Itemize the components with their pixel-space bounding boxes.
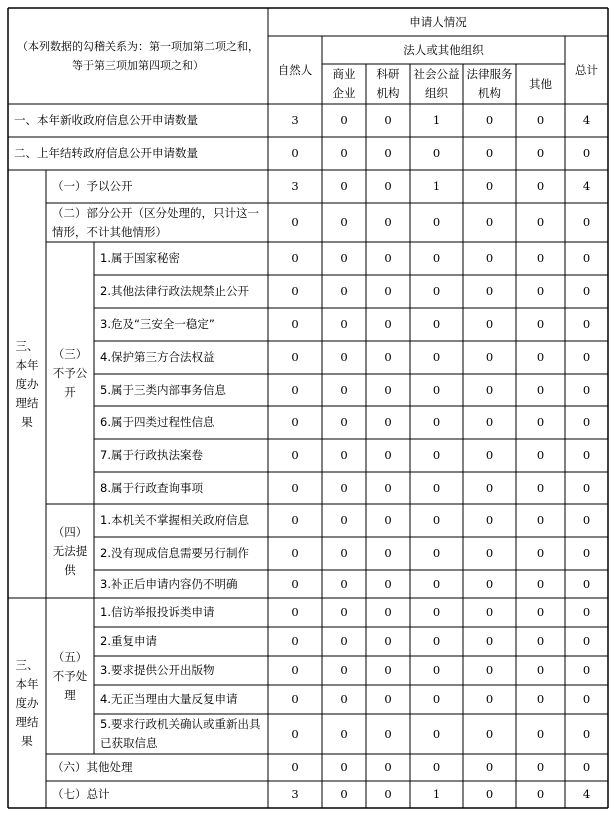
table-cell: 0 [291, 480, 299, 495]
table-cell: 0 [340, 760, 348, 774]
table-cell: 0 [582, 513, 591, 527]
table-cell: 0 [582, 663, 591, 677]
table-cell: 0 [432, 634, 441, 648]
row-label: 8.属于行政查询事项 [100, 480, 203, 495]
table-cell: 0 [536, 726, 545, 741]
table-cell: 0 [536, 284, 545, 298]
table-cell: 0 [582, 251, 591, 265]
table-cell: 0 [432, 317, 441, 331]
row-label: 6.属于四类过程性信息 [100, 415, 215, 429]
table-cell: 0 [485, 215, 494, 229]
table-cell: 0 [340, 692, 348, 706]
table-cell: 0 [340, 448, 348, 462]
table-cell: 0 [291, 663, 299, 677]
table-cell: 0 [291, 317, 299, 331]
table-cell: 0 [291, 146, 299, 160]
header-research: 科研机构 [376, 67, 400, 100]
table-cell: 0 [485, 513, 494, 527]
table-cell: 0 [384, 726, 392, 741]
table-cell: 0 [582, 317, 591, 331]
table-cell: 1 [432, 179, 441, 193]
header-total: 总计 [575, 62, 598, 77]
table-cell: 0 [536, 215, 545, 229]
row-label: 一、本年新收政府信息公开申请数量 [14, 113, 198, 127]
table-cell: 0 [384, 513, 392, 527]
table-cell: 0 [582, 146, 591, 160]
table-cell: 0 [485, 448, 494, 462]
table-cell: 0 [485, 634, 494, 648]
table-cell: 0 [291, 634, 299, 648]
table-cell: 0 [536, 251, 545, 265]
row-label: 4.无正当理由大量反复申请 [100, 692, 238, 706]
table-cell: 0 [536, 382, 545, 397]
table-cell: 0 [340, 179, 348, 193]
table-cell: 0 [582, 576, 591, 591]
table-cell: 0 [340, 634, 348, 648]
table-cell: 0 [582, 605, 591, 619]
table-cell: 4 [582, 179, 591, 193]
table-cell: 0 [384, 350, 392, 364]
table-cell: 0 [384, 415, 392, 429]
table-cell: 0 [340, 382, 348, 397]
table-cell: 0 [432, 448, 441, 462]
table-cell: 0 [291, 692, 299, 706]
table-cell: 0 [340, 215, 348, 229]
table-cell: 0 [384, 251, 392, 265]
table-cell: 0 [485, 760, 494, 774]
table-cell: 0 [340, 605, 348, 619]
table-cell: 0 [582, 284, 591, 298]
group-cannot-provide: （四）无法提供 [52, 524, 88, 577]
table-cell: 0 [485, 284, 494, 298]
table-cell: 0 [485, 576, 494, 591]
table-cell: 0 [384, 284, 392, 298]
table-cell: 0 [340, 480, 348, 495]
table-cell: 0 [485, 546, 494, 560]
table-cell: 0 [485, 146, 494, 160]
table-cell: 0 [485, 179, 494, 193]
header-legal-group: 法人或其他组织 [403, 42, 484, 57]
table-cell: 0 [485, 605, 494, 619]
table-cell: 0 [536, 663, 545, 677]
row-label: （七）总计 [52, 787, 110, 801]
table-cell: 0 [536, 415, 545, 429]
table-cell: 4 [582, 113, 591, 127]
table-cell: 0 [536, 605, 545, 619]
header-social: 社会公益组织 [413, 67, 460, 100]
table-cell: 0 [340, 415, 348, 429]
table-cell: 0 [485, 415, 494, 429]
table-cell: 0 [291, 382, 299, 397]
table-cell: 0 [340, 284, 348, 298]
table-cell: 0 [536, 317, 545, 331]
header-applicant-info: 申请人情况 [409, 14, 467, 29]
table-cell: 0 [340, 317, 348, 331]
row-label: 二、上年结转政府信息公开申请数量 [14, 146, 198, 160]
table-cell: 0 [340, 576, 348, 591]
table-cell: 0 [432, 415, 441, 429]
table-cell: 0 [432, 215, 441, 229]
table-cell: 0 [582, 634, 591, 648]
table-cell: 3 [291, 787, 299, 801]
table-cell: 4 [582, 787, 591, 801]
table-cell: 0 [485, 726, 494, 741]
group-results-b: 三、本年度办理结果 [15, 657, 39, 748]
table-cell: 0 [536, 146, 545, 160]
table-cell: 0 [291, 415, 299, 429]
row-label: 3.危及“三安全一稳定” [100, 317, 215, 331]
table-cell: 0 [536, 179, 545, 193]
table-cell: 0 [384, 787, 392, 801]
table-cell: 0 [432, 692, 441, 706]
row-label: 5.属于三类内部事务信息 [100, 382, 226, 397]
table-cell: 0 [291, 576, 299, 591]
row-label: （二）部分公开（区分处理的，只计这一情形，不计其他情形） [52, 205, 259, 239]
table-cell: 0 [384, 692, 392, 706]
table-cell: 0 [432, 146, 441, 160]
table-cell: 0 [384, 317, 392, 331]
table-cell: 0 [291, 251, 299, 265]
table-cell: 0 [432, 382, 441, 397]
table-cell: 0 [384, 576, 392, 591]
header-natural-person: 自然人 [277, 62, 313, 77]
table-cell: 0 [340, 787, 348, 801]
table-cell: 0 [582, 382, 591, 397]
table-cell: 0 [340, 726, 348, 741]
table-cell: 0 [340, 663, 348, 677]
table-cell: 0 [536, 513, 545, 527]
table-cell: 0 [582, 480, 591, 495]
row-label: 2.其他法律行政法规禁止公开 [100, 284, 249, 298]
table-cell: 0 [384, 480, 392, 495]
table-cell: 0 [384, 760, 392, 774]
header-commercial: 商业企业 [332, 67, 356, 100]
header-other: 其他 [529, 76, 552, 91]
table-cell: 0 [485, 317, 494, 331]
row-label: （一）予以公开 [52, 179, 133, 193]
row-label: 7.属于行政执法案卷 [100, 448, 203, 462]
table-cell: 0 [340, 251, 348, 265]
table-cell: 0 [485, 692, 494, 706]
table-cell: 0 [291, 605, 299, 619]
table-cell: 0 [384, 448, 392, 462]
table-cell: 0 [432, 576, 441, 591]
table-cell: 0 [340, 546, 348, 560]
row-label: 2.没有现成信息需要另行制作 [100, 546, 249, 560]
table-cell: 0 [384, 215, 392, 229]
table-cell: 0 [291, 726, 299, 741]
table-cell: 0 [291, 284, 299, 298]
table-cell: 0 [582, 215, 591, 229]
table-cell: 0 [340, 513, 348, 527]
row-label: 5.要求行政机关确认或重新出具已获取信息 [100, 717, 261, 750]
table-cell: 0 [582, 692, 591, 706]
table-cell: 0 [291, 448, 299, 462]
table-cell: 0 [384, 179, 392, 193]
table-cell: 0 [384, 546, 392, 560]
table-cell: 0 [536, 576, 545, 591]
table-cell: 3 [291, 179, 299, 193]
row-label: 3.要求提供公开出版物 [100, 663, 215, 677]
table-cell: 0 [536, 546, 545, 560]
table-cell: 0 [485, 251, 494, 265]
table-cell: 0 [582, 448, 591, 462]
row-label: 1.信访举报投诉类申请 [100, 605, 215, 619]
table-cell: 0 [485, 663, 494, 677]
table-cell: 0 [340, 113, 348, 127]
table-cell: 0 [384, 146, 392, 160]
row-label: 4.保护第三方合法权益 [100, 350, 215, 364]
table-cell: 0 [536, 760, 545, 774]
table-cell: 0 [536, 350, 545, 364]
table-cell: 0 [582, 350, 591, 364]
table-cell: 0 [536, 480, 545, 495]
table-cell: 0 [485, 787, 494, 801]
table-cell: 0 [384, 634, 392, 648]
table-cell: 0 [536, 448, 545, 462]
table-cell: 0 [291, 215, 299, 229]
table-cell: 0 [582, 415, 591, 429]
table-cell: 0 [536, 692, 545, 706]
table-cell: 0 [384, 113, 392, 127]
table-cell: 0 [485, 480, 494, 495]
group-not-handled: （五）不予处理 [52, 649, 88, 702]
row-label: 2.重复申请 [100, 634, 157, 648]
table-cell: 0 [291, 760, 299, 774]
row-label: （六）其他处理 [52, 760, 133, 774]
row-label: 3.补正后申请内容仍不明确 [100, 576, 238, 591]
table-cell: 0 [432, 480, 441, 495]
table-cell: 0 [384, 605, 392, 619]
table-cell: 0 [340, 350, 348, 364]
table-cell: 0 [536, 634, 545, 648]
table-cell: 0 [432, 726, 441, 741]
table-cell: 0 [582, 760, 591, 774]
table-cell: 0 [582, 546, 591, 560]
table-cell: 0 [582, 726, 591, 741]
table-cell: 0 [340, 146, 348, 160]
table-cell: 0 [432, 546, 441, 560]
group-not-open: （三）不予公开 [52, 346, 88, 399]
table-cell: 0 [432, 513, 441, 527]
column-note: （本列数据的勾稽关系为：第一项加第二项之和，等于第三项加第四项之和） [17, 40, 259, 72]
table-cell: 3 [291, 113, 299, 127]
table-cell: 0 [536, 113, 545, 127]
group-results-a: 三、本年度办理结果 [15, 338, 39, 429]
table-cell: 0 [432, 605, 441, 619]
table-cell: 0 [384, 382, 392, 397]
row-label: 1.本机关不掌握相关政府信息 [100, 513, 249, 527]
row-label: 1.属于国家秘密 [100, 251, 180, 265]
table-cell: 0 [485, 113, 494, 127]
table-cell: 1 [432, 787, 441, 801]
table-cell: 0 [485, 382, 494, 397]
table-cell: 0 [291, 350, 299, 364]
header-legal-service: 法律服务机构 [466, 67, 513, 100]
table-cell: 0 [291, 513, 299, 527]
table-cell: 1 [432, 113, 441, 127]
table-cell: 0 [291, 546, 299, 560]
table-cell: 0 [432, 284, 441, 298]
table-cell: 0 [536, 787, 545, 801]
table-cell: 0 [485, 350, 494, 364]
table-cell: 0 [432, 350, 441, 364]
table-cell: 0 [432, 251, 441, 265]
table-cell: 0 [432, 760, 441, 774]
table-cell: 0 [432, 663, 441, 677]
table-cell: 0 [384, 663, 392, 677]
